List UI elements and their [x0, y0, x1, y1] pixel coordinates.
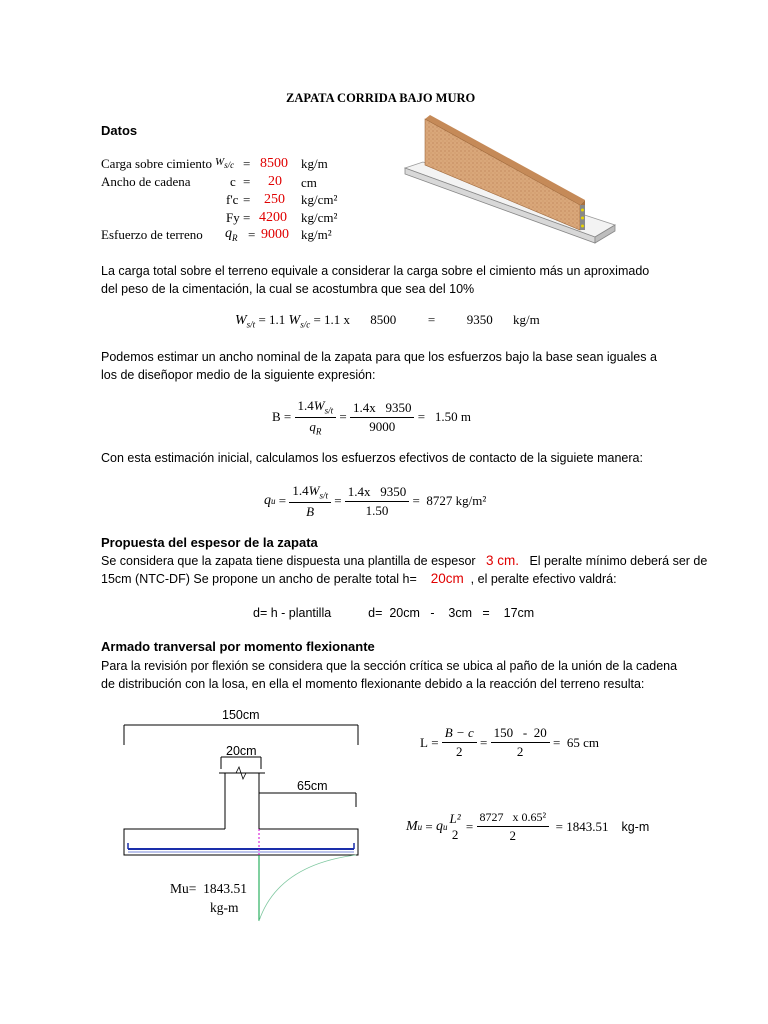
datos-symbol: $W_{s/c}$	[215, 156, 235, 171]
dimension-total: 150cm	[222, 708, 260, 722]
datos-heading: Datos	[101, 123, 138, 138]
datos-unit: kg/cm²	[301, 210, 338, 225]
paragraph-line: La carga total sobre el terreno equivale a considerar la carga sobre el cimiento más un aproximado	[101, 264, 650, 278]
datos-unit: kg/m²	[301, 227, 332, 242]
paragraph-line: Podemos estimar un ancho nominal de la zapata para que los esfuerzos bajo la base sean iguales a	[101, 350, 657, 364]
datos-label: Ancho de cadena	[101, 174, 191, 189]
datos-eq: =	[243, 210, 251, 225]
datos-value: 20	[268, 174, 282, 189]
equation-b: B = $\frac{1.4W_{s/t}}{q_R}$ = $\frac{1.4x 9350}{9000}$ = 1.50 m	[272, 398, 471, 437]
datos-value: 8500	[260, 156, 288, 171]
paragraph-width	[101, 348, 657, 384]
datos-label: Esfuerzo de terreno	[101, 227, 203, 242]
paragraph-line: los de diseñopor medio de la siguiente expresión:	[101, 368, 376, 382]
datos-value: 4200	[259, 210, 287, 225]
espesor-line1: Se considera que la zapata tiene dispuesta una plantilla de espesor 3 cm. El peralte mínimo deberá ser de	[101, 553, 708, 568]
page-title: ZAPATA CORRIDA BAJO MURO	[286, 91, 476, 105]
moment-unit: kg-m	[210, 900, 239, 915]
armado-heading: Armado tranversal por momento flexionante	[101, 639, 375, 654]
datos-symbol: Fy	[226, 210, 240, 225]
equation-qu: q u = $\frac{1.4W_{s/t}}{B}$ = $\frac{1.4x 9350}{1.50}$ = 8727 kg/m²	[264, 483, 487, 519]
equation-l: L = $\frac{B - c}{2}$ = $\frac{150 - 20}{2}$ = 65 cm	[420, 725, 599, 759]
paragraph-line: Para la revisión por flexión se considera que la sección crítica se ubica al paño de la unión de la cadena	[101, 659, 678, 673]
datos-symbol: c	[230, 174, 236, 189]
paragraph-stress: Con esta estimación inicial, calculamos los esfuerzos efectivos de contacto de la siguiete manera:	[101, 451, 643, 465]
datos-eq: =	[243, 192, 251, 207]
datos-label: Carga sobre cimiento	[101, 156, 212, 171]
datos-value: 9000	[261, 227, 289, 242]
paragraph-line: del peso de la cimentación, la cual se acostumbra que sea del 10%	[101, 282, 475, 296]
datos-value: 250	[264, 192, 285, 207]
datos-eq: =	[243, 156, 251, 171]
equation-d: d= h - plantilla d= 20cm - 3cm = 17cm	[253, 606, 535, 620]
espesor-heading: Propuesta del espesor de la zapata	[101, 535, 318, 550]
paragraph-load	[101, 262, 649, 298]
dimension-wall: 20cm	[226, 744, 257, 758]
espesor-line2: 15cm (NTC-DF) Se propone un ancho de peralte total h= 20cm , el peralte efectivo valdrá:	[101, 571, 617, 586]
paragraph-line: de distribución con la losa, en ella el momento flexionante debido a la reacción del terreno resulta:	[101, 677, 645, 691]
dimension-cantilever: 65cm	[297, 779, 328, 793]
equation-mu: M u = q u L² 2 = $\frac{\text{8727 x 0.65²}}{2}$ = 1843.51 kg-m	[406, 810, 650, 843]
datos-symbol: $q_R$	[225, 226, 238, 243]
datos-eq: =	[243, 174, 251, 189]
equation-wst: $W_{s/t} = 1.1$ $W_{s/c} = 1.1$ x 8500 = 9350 kg/m	[235, 312, 540, 330]
datos-eq: =	[248, 227, 256, 242]
moment-label: Mu= 1843.51	[170, 881, 247, 896]
datos-unit: kg/m	[301, 156, 328, 171]
armado-paragraph	[101, 657, 677, 693]
datos-unit: cm	[301, 175, 317, 190]
datos-symbol: f'c	[226, 192, 239, 207]
datos-unit: kg/cm²	[301, 192, 338, 207]
wall-illustration	[400, 110, 615, 245]
